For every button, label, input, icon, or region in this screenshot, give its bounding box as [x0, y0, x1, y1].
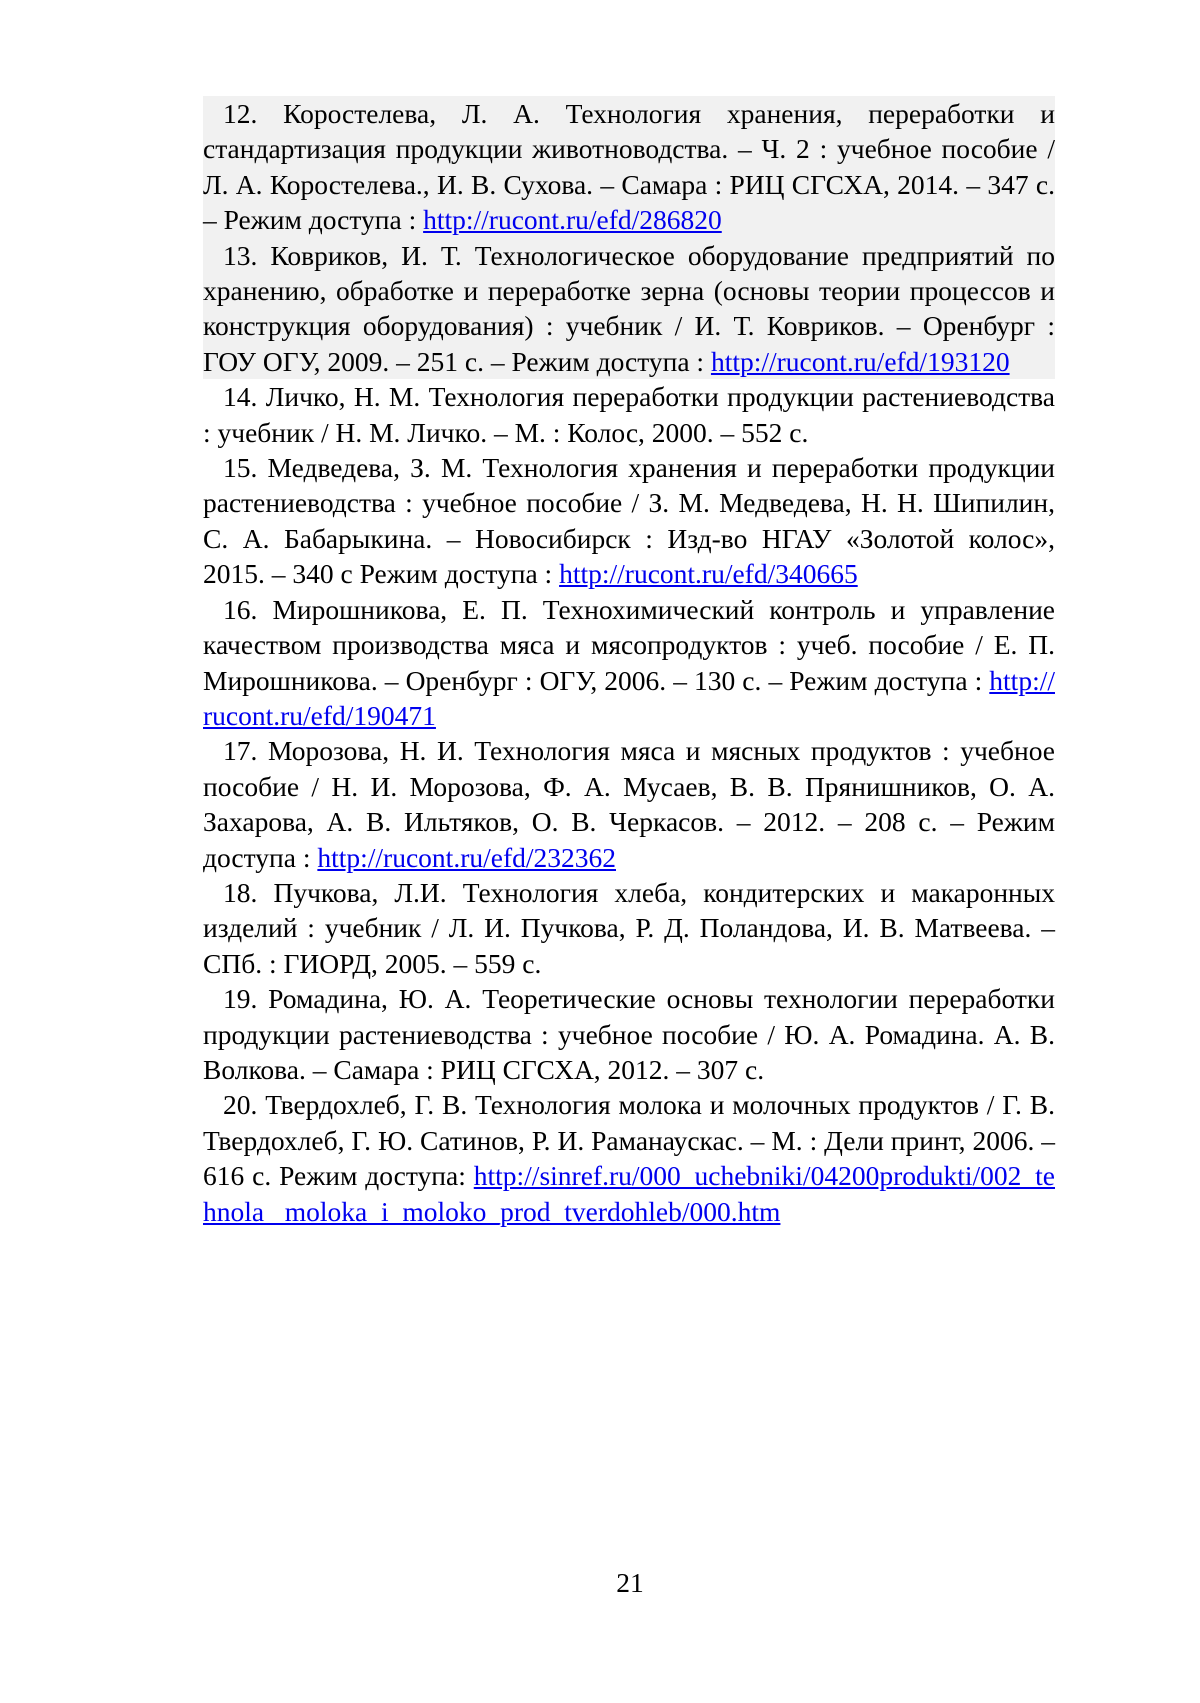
reference-text: 14. Личко, Н. М. Технология переработки продукции растениеводства : учебник / Н. М. Личко. – М. : Колос, 2000. – 552 с.	[203, 381, 1055, 448]
reference-entry-12	[203, 96, 1055, 238]
reference-entry-15	[203, 450, 1055, 592]
reference-link[interactable]: http://rucont.ru/efd/340665	[559, 558, 858, 590]
reference-entry-14	[203, 379, 1055, 450]
reference-link[interactable]: http://rucont.ru/efd/286820	[423, 204, 722, 236]
reference-entry-16	[203, 592, 1055, 734]
reference-text: 20. Твердохлеб, Г. В. Технология молока и молочных продуктов / Г. В. Твердохлеб, Г. Ю. Сатинов, Р. И. Раманаускас. – М. : Дели принт, 2006. – 616 с. Режим доступа:	[203, 1089, 1055, 1192]
reference-text: 19. Ромадина, Ю. А. Теоретические основы технологии переработки продукции растениеводства : учебное пособие / Ю. А. Ромадина. А. В. Волкова. – Самара : РИЦ СГСХА, 2012. – 307 с.	[203, 983, 1055, 1085]
reference-text: 13. Ковриков, И. Т. Технологическое оборудование предприятий по хранению, обработке и переработке зерна (основы теории процессов и конструкция оборудования) : учебник / И. Т. Ковриков. – Оренбург : ГОУ ОГУ, 2009. – 251 с. – Режим доступа :	[203, 239, 1055, 377]
reference-entry-17	[203, 733, 1055, 875]
reference-entry-20	[203, 1087, 1055, 1229]
reference-entry-19	[203, 981, 1055, 1087]
reference-link[interactable]: http://rucont.ru/efd/193120	[710, 345, 1010, 377]
reference-link[interactable]: http://rucont.ru/efd/190471	[203, 664, 1055, 731]
reference-text: 12. Коростелева, Л. А. Технология хранения, переработки и стандартизация продукции животноводства. – Ч. 2 : учебное пособие / Л. А. Коростелева., И. В. Сухова. – Самара : РИЦ СГСХА, 2014. – 347 с. – Режим доступа :	[203, 98, 1055, 236]
reference-link[interactable]: http://rucont.ru/efd/232362	[317, 841, 616, 873]
reference-text: 15. Медведева, З. М. Технология хранения и переработки продукции растениеводства : учебное пособие / З. М. Медведева, Н. Н. Шипилин, С. А. Бабарыкина. – Новосибирск : Изд-во НГАУ «Золотой колос», 2015. – 340 с Режим доступа :	[203, 452, 1055, 590]
reference-entry-18	[203, 875, 1055, 981]
reference-text: 18. Пучкова, Л.И. Технология хлеба, кондитерских и макаронных изделий : учебник / Л. И. Пучкова, Р. Д. Поландова, И. В. Матвеева. – СПб. : ГИОРД, 2005. – 559 с.	[203, 876, 1055, 979]
reference-link[interactable]: http://sinref.ru/000_uchebniki/04200produkti/002_tehnola_ moloka_i_moloko_prod_tverdohleb/000.htm	[203, 1160, 1055, 1227]
reference-text: 17. Морозова, Н. И. Технология мяса и мясных продуктов : учебное пособие / Н. И. Морозова, Ф. А. Мусаев, В. В. Прянишников, О. А. Захарова, А. В. Ильтяков, О. В. Черкасов. – 2012. – 208 с. – Режим доступа :	[203, 735, 1055, 873]
reference-text: 16. Мирошникова, Е. П. Технохимический контроль и управление качеством производства мяса и мясопродуктов : учеб. пособие / Е. П. Мирошникова. – Оренбург : ОГУ, 2006. – 130 с. – Режим доступа :	[203, 593, 1055, 696]
reference-entry-13	[203, 238, 1055, 380]
reference-list	[203, 96, 1055, 1229]
page-number: 21	[616, 1567, 644, 1598]
